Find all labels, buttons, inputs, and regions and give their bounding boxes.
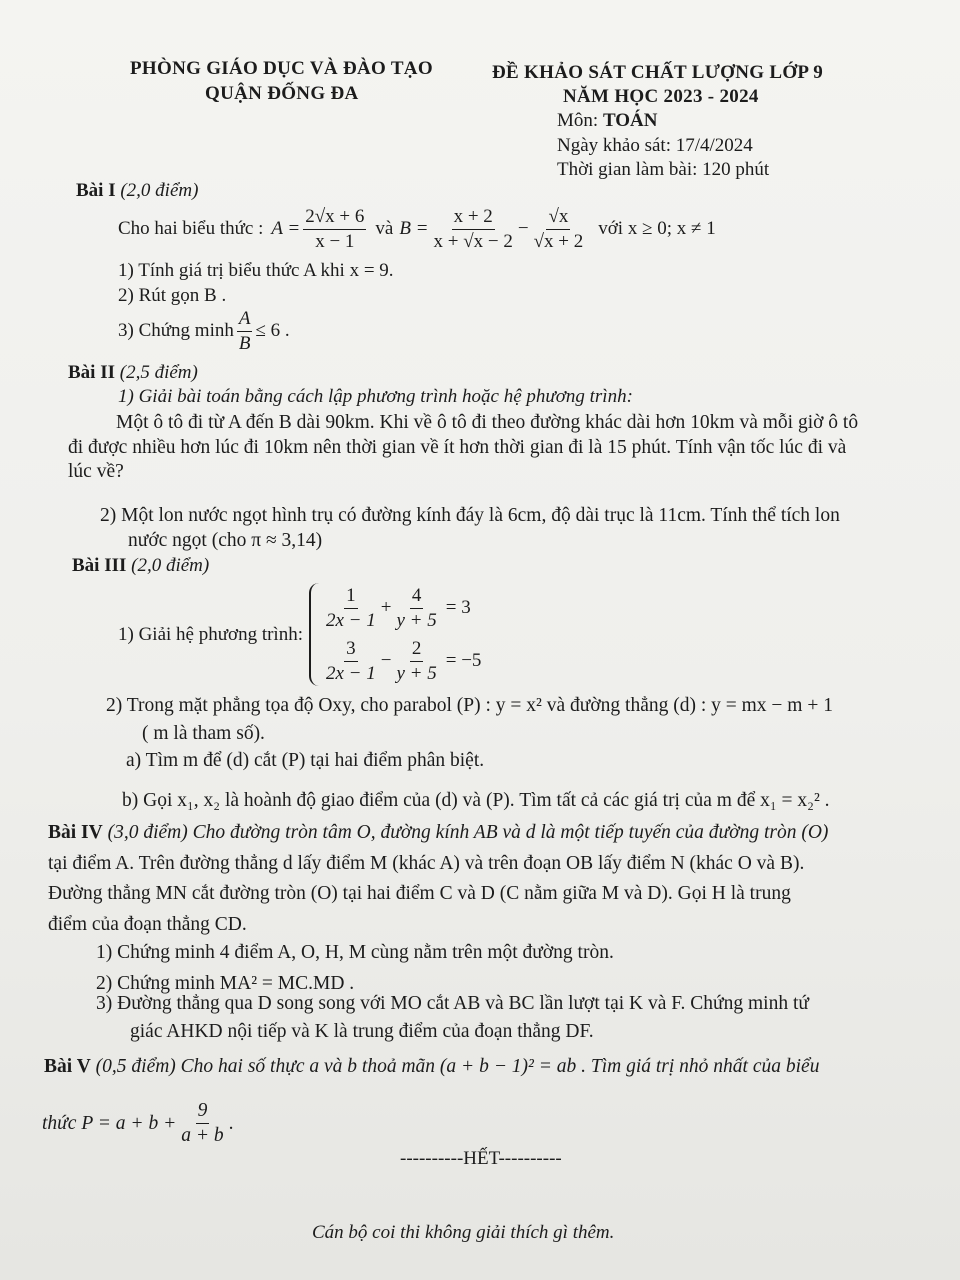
bai2-points: (2,5 điểm) bbox=[119, 362, 198, 383]
bai2-q1-line3: lúc về? bbox=[68, 461, 124, 482]
school-year: NĂM HỌC 2023 - 2024 bbox=[563, 86, 759, 107]
eq2-num-1: 3 bbox=[344, 638, 358, 662]
bai2-q1-head: 1) Giải bài toán bằng cách lập phương trình hoặc hệ phương trình: bbox=[118, 386, 633, 407]
bai1-points: (2,0 điểm) bbox=[120, 180, 199, 201]
bai5-intro: (0,5 điểm) Cho hai số thực a và b thoả mãn (a + b − 1)² = ab . Tìm giá trị nhỏ nhất của biểu bbox=[95, 1056, 820, 1077]
bai4-q1: 1) Chứng minh 4 điểm A, O, H, M cùng nằm trên một đường tròn. bbox=[96, 942, 614, 963]
eq1-operator: + bbox=[380, 597, 392, 619]
equation-2 bbox=[321, 638, 481, 685]
exam-title: ĐỀ KHẢO SÁT CHẤT LƯỢNG LỚP 9 bbox=[492, 62, 824, 83]
bai1-expressions bbox=[118, 206, 716, 253]
expr-b-denominator-1: x + √x − 2 bbox=[433, 230, 513, 252]
subject-line bbox=[557, 110, 658, 132]
domain-condition: với x ≥ 0; x ≠ 1 bbox=[598, 218, 716, 240]
and-word: và bbox=[375, 218, 394, 240]
bai5-expr-post: . bbox=[228, 1112, 234, 1134]
bai4-q3-line2: giác AHKD nội tiếp và K là trung điểm của đoạn thẳng DF. bbox=[130, 1021, 594, 1042]
eq1-rhs: = 3 bbox=[445, 597, 471, 619]
bai2-q1-line2: đi được nhiều hơn lúc đi 10km nên thời gian về ít hơn thời gian đi là 15 phút. Tính vận tốc lúc đi và bbox=[68, 437, 847, 458]
bai1-q3-tail: ≤ 6 . bbox=[255, 320, 290, 342]
eq1-num-2: 4 bbox=[410, 585, 424, 609]
eq2-fraction-2 bbox=[394, 638, 438, 685]
expr-a-fraction bbox=[303, 206, 366, 253]
bai3-q2a: a) Tìm m để (d) cắt (P) tại hai điểm phân biệt. bbox=[126, 750, 485, 771]
a-over-b-fraction bbox=[237, 308, 253, 355]
eq2-operator: − bbox=[380, 650, 392, 672]
bai5-fraction bbox=[179, 1100, 225, 1148]
expr-b-numerator-2: √x bbox=[546, 206, 570, 230]
bai4-q3-line1: 3) Đường thẳng qua D song song với MO cắt AB và BC lần lượt tại K và F. Chứng minh tứ bbox=[96, 993, 809, 1014]
bai4-line3: Đường thẳng MN cắt đường tròn (O) tại hai điểm C và D (C nằm giữa M và D). Gọi H là trung bbox=[48, 883, 791, 904]
end-mark: ----------HẾT---------- bbox=[400, 1148, 562, 1169]
district-name: QUẬN ĐỐNG ĐA bbox=[205, 83, 359, 104]
bai3-q2-line1: 2) Trong mặt phẳng tọa độ Oxy, cho parabol (P) : y = x² và đường thẳng (d) : y = mx − m + 1 bbox=[106, 695, 833, 716]
bai4-line2: tại điểm A. Trên đường thẳng d lấy điểm M (khác A) và trên đoạn OB lấy điểm N (khác O và B). bbox=[48, 853, 805, 874]
expr-a-lhs: A = bbox=[271, 218, 301, 240]
eq1-fraction-1 bbox=[324, 585, 378, 632]
equation-1 bbox=[321, 585, 481, 632]
bai4-title: Bài IV bbox=[48, 822, 103, 843]
bai4-intro: (3,0 điểm) Cho đường tròn tâm O, đường kính AB và d là một tiếp tuyến của đường tròn (O) bbox=[107, 822, 829, 843]
bai2-q1-line1: Một ô tô đi từ A đến B dài 90km. Khi về ô tô đi theo đường khác dài hơn 10km và mỗi giờ ô tô bbox=[116, 412, 859, 433]
expr-a-numerator: 2√x + 6 bbox=[303, 206, 366, 230]
eq1-den-1: 2x − 1 bbox=[325, 609, 376, 631]
eq2-den-1: 2x − 1 bbox=[325, 662, 376, 684]
expr-a-denominator: x − 1 bbox=[315, 230, 355, 252]
bai1-q1: 1) Tính giá trị biểu thức A khi x = 9. bbox=[118, 260, 394, 281]
expr-b-lhs: B = bbox=[399, 218, 429, 240]
fraction-b: B bbox=[238, 332, 251, 354]
expr-b-numerator-1: x + 2 bbox=[452, 206, 495, 230]
bai4-q2: 2) Chứng minh MA² = MC.MD . bbox=[96, 973, 355, 994]
footer-note: Cán bộ coi thi không giải thích gì thêm. bbox=[312, 1222, 615, 1243]
expr-b-denominator-2: √x + 2 bbox=[533, 230, 584, 252]
bai3-points: (2,0 điểm) bbox=[131, 555, 210, 576]
bai5-line2 bbox=[42, 1100, 234, 1148]
bai3-title: Bài III bbox=[72, 555, 127, 576]
eq1-fraction-2 bbox=[394, 585, 438, 632]
bai2-heading bbox=[68, 362, 198, 384]
bai5-frac-num: 9 bbox=[196, 1100, 210, 1124]
eq2-rhs: = −5 bbox=[445, 650, 482, 672]
bai3-heading bbox=[72, 555, 209, 577]
bai1-heading bbox=[76, 180, 198, 202]
eq2-den-2: y + 5 bbox=[396, 662, 437, 684]
bai5-frac-den: a + b bbox=[181, 1125, 224, 1147]
exam-date: Ngày khảo sát: 17/4/2024 bbox=[557, 135, 753, 156]
bai1-title: Bài I bbox=[76, 180, 116, 201]
subject-label: Môn: bbox=[557, 110, 603, 131]
bai1-q2: 2) Rút gọn B . bbox=[118, 285, 227, 306]
bai1-intro: Cho hai biểu thức : bbox=[118, 218, 264, 240]
bai4-line4: điểm của đoạn thẳng CD. bbox=[48, 914, 247, 935]
eq2-fraction-1 bbox=[324, 638, 378, 685]
bai5-expr-pre: thức P = a + b + bbox=[42, 1112, 177, 1134]
bai4-line1 bbox=[48, 822, 828, 844]
equation-system bbox=[309, 583, 481, 686]
dept-name: PHÒNG GIÁO DỤC VÀ ĐÀO TẠO bbox=[130, 58, 433, 79]
bai3-q2-line2: ( m là tham số). bbox=[142, 723, 265, 744]
eq1-den-2: y + 5 bbox=[396, 609, 437, 631]
bai3-q1-text: 1) Giải hệ phương trình: bbox=[118, 623, 303, 645]
expr-b-fraction-1 bbox=[432, 206, 515, 253]
bai1-q3-text: 3) Chứng minh bbox=[118, 320, 234, 342]
bai5-title: Bài V bbox=[44, 1056, 91, 1077]
bai2-title: Bài II bbox=[68, 362, 115, 383]
minus-sign: − bbox=[517, 218, 529, 240]
bai2-q2-line2: nước ngọt (cho π ≈ 3,14) bbox=[128, 530, 323, 551]
bai1-q3 bbox=[118, 308, 290, 355]
bai2-q2-line1: 2) Một lon nước ngọt hình trụ có đường kính đáy là 6cm, độ dài trục là 11cm. Tính thể tích lon bbox=[100, 505, 840, 526]
bai3-q2b: b) Gọi x₁, x₂ là hoành độ giao điểm của (d) và (P). Tìm tất cả các giá trị của m để x₁ = x₂² . bbox=[122, 790, 830, 811]
bai3-q1 bbox=[118, 583, 481, 686]
fraction-a: A bbox=[237, 308, 253, 332]
expr-b-fraction-2 bbox=[532, 206, 586, 253]
bai5-line1 bbox=[44, 1056, 819, 1078]
exam-duration: Thời gian làm bài: 120 phút bbox=[557, 159, 770, 180]
eq1-num-1: 1 bbox=[344, 585, 358, 609]
subject-value: TOÁN bbox=[602, 110, 658, 131]
eq2-num-2: 2 bbox=[410, 638, 424, 662]
